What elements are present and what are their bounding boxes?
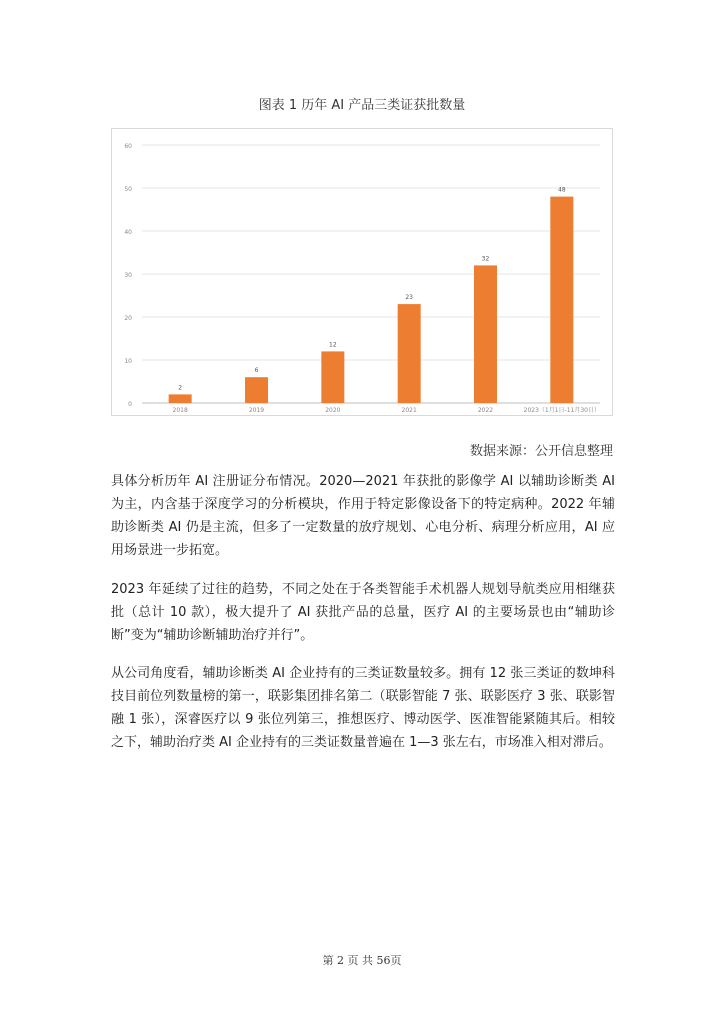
bar <box>474 265 497 403</box>
bar <box>550 197 573 403</box>
bar <box>398 304 421 403</box>
data-label: 12 <box>329 341 337 349</box>
paragraph-1: 具体分析历年 AI 注册证分布情况。2020—2021 年获批的影像学 AI 以辅助诊断类 AI 为主，内含基于深度学习的分析模块，作用于特定影像设备下的特定病种。2022 年辅助诊断类 AI 仍是主流，但多了一定数量的放疗规划、心电分析、病理分析应用，AI 应用场景进一步拓宽。 <box>111 474 615 558</box>
paragraph-3: 从公司角度看，辅助诊断类 AI 企业持有的三类证数量较多。拥有 12 张三类证的数坤科技目前位列数量榜的第一，联影集团排名第二（联影智能 7 张、联影医疗 3 张、联影智融 1 张），深睿医疗以 9 张位列第三，推想医疗、博动医学、医准智能紧随其后。相较之下，辅助治疗类 AI 企业持有的三类证数量普遍在 1—3 张左右，市场准入相对滞后。 <box>111 666 615 750</box>
data-label: 6 <box>254 367 259 375</box>
y-tick-label: 40 <box>124 229 132 236</box>
y-tick-label: 30 <box>124 272 132 279</box>
x-tick-label: 2018 <box>172 407 188 414</box>
bar <box>245 377 268 403</box>
y-tick-label: 0 <box>128 401 132 408</box>
bar <box>169 394 192 403</box>
page-footer: 第 2 页 共 56页 <box>322 954 402 967</box>
data-source-note: 数据来源：公开信息整理 <box>469 444 613 459</box>
y-tick-label: 10 <box>124 358 132 365</box>
bar-chart <box>111 128 613 416</box>
paragraph-2: 2023 年延续了过往的趋势，不同之处在于各类智能手术机器人规划导航类应用相继获批（总计 10 款），极大提升了 AI 获批产品的总量，医疗 AI 的主要场景也由“辅助诊断”变为“辅助诊断辅助治疗并行”。 <box>111 582 615 643</box>
bar <box>321 351 344 403</box>
y-tick-label: 50 <box>124 186 132 193</box>
data-label: 23 <box>405 294 413 302</box>
data-label: 2 <box>178 384 183 392</box>
data-label: 32 <box>481 255 490 263</box>
x-tick-label: 2022 <box>477 407 494 414</box>
y-tick-label: 60 <box>124 143 132 150</box>
data-label: 48 <box>558 186 566 194</box>
y-tick-label: 20 <box>124 315 132 322</box>
x-tick-label: 2020 <box>325 407 341 414</box>
x-tick-label: 2023（1月1日-11月30日） <box>523 407 601 414</box>
bar-chart-svg <box>112 129 612 415</box>
x-tick-label: 2021 <box>401 407 417 414</box>
figure-caption: 图表 1 历年 AI 产品三类证获批数量 <box>258 98 466 113</box>
x-tick-label: 2019 <box>248 407 265 414</box>
